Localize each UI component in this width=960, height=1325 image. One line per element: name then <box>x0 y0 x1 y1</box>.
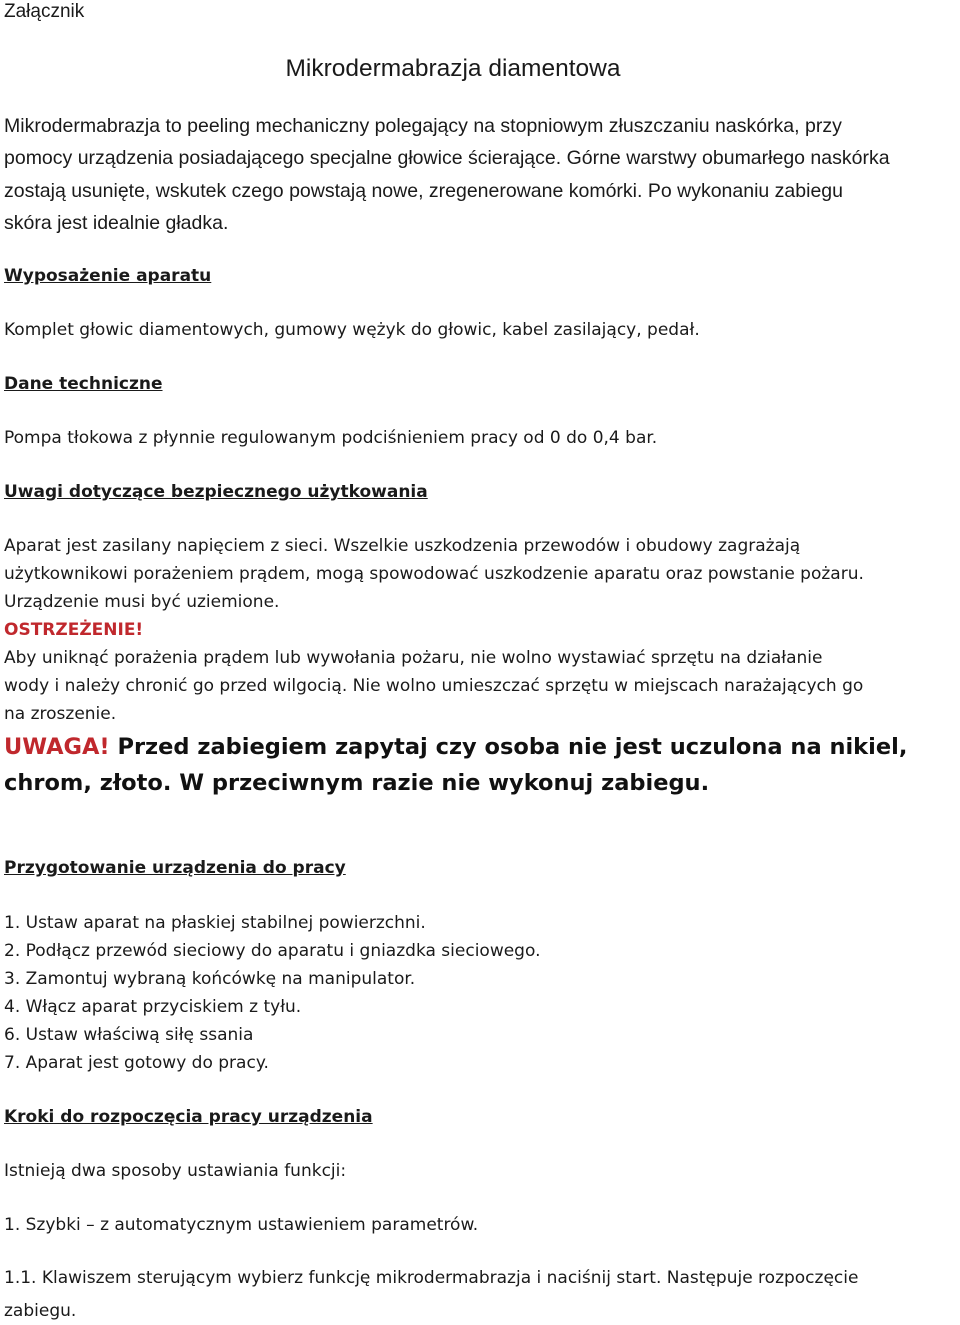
list-item: 3. Zamontuj wybraną końcówkę na manipulator. <box>4 969 416 989</box>
substep-line: zabiegu. <box>4 1301 77 1321</box>
section-heading-technical: Dane techniczne <box>4 374 163 394</box>
warning-line: na zroszenie. <box>4 704 117 724</box>
substep-line: 1.1. Klawiszem sterującym wybierz funkcję mikrodermabrazja i naciśnij start. Następuje rozpoczęcie <box>4 1268 859 1288</box>
list-item: 4. Włącz aparat przyciskiem z tyłu. <box>4 997 302 1017</box>
caution-text: Przed zabiegiem zapytaj czy osoba nie jest uczulona na nikiel, <box>109 734 908 760</box>
section-heading-equipment: Wyposażenie aparatu <box>4 266 212 286</box>
list-item: 6. Ustaw właściwą siłę ssania <box>4 1025 254 1045</box>
section-heading-safety: Uwagi dotyczące bezpiecznego użytkowania <box>4 482 428 502</box>
intro-line: Mikrodermabrazja to peeling mechaniczny polegający na stopniowym złuszczaniu naskórka, przy <box>4 115 842 137</box>
attachment-label: Załącznik <box>4 1 85 22</box>
intro-line: skóra jest idealnie gładka. <box>4 212 229 234</box>
list-item: 1. Ustaw aparat na płaskiej stabilnej powierzchni. <box>4 913 426 933</box>
start-intro: Istnieją dwa sposoby ustawiania funkcji: <box>4 1161 347 1181</box>
start-option-1: 1. Szybki – z automatycznym ustawieniem parametrów. <box>4 1215 479 1235</box>
page-title: Mikrodermabrazja diamentowa <box>285 55 621 82</box>
safety-line: Urządzenie musi być uziemione. <box>4 592 280 612</box>
section-heading-start: Kroki do rozpoczęcia pracy urządzenia <box>4 1107 373 1127</box>
warning-line: Aby uniknąć porażenia prądem lub wywołania pożaru, nie wolno wystawiać sprzętu na działanie <box>4 648 823 668</box>
intro-line: pomocy urządzenia posiadającego specjalne głowice ścierające. Górne warstwy obumarłego naskórka <box>4 147 890 169</box>
technical-text: Pompa tłokowa z płynnie regulowanym podciśnieniem pracy od 0 do 0,4 bar. <box>4 428 658 448</box>
list-item: 2. Podłącz przewód sieciowy do aparatu i gniazdka sieciowego. <box>4 941 541 961</box>
section-heading-preparation: Przygotowanie urządzenia do pracy <box>4 858 346 878</box>
safety-line: Aparat jest zasilany napięciem z sieci. Wszelkie uszkodzenia przewodów i obudowy zagrażają <box>4 536 801 556</box>
warning-line: wody i należy chronić go przed wilgocią. Nie wolno umieszczać sprzętu w miejscach narażających go <box>4 676 864 696</box>
caution-notice-line: chrom, złoto. W przeciwnym razie nie wykonuj zabiegu. <box>4 770 710 796</box>
caution-notice-line <box>4 736 907 759</box>
intro-line: zostają usunięte, wskutek czego powstają nowe, zregenerowane komórki. Po wykonaniu zabiegu <box>4 180 843 202</box>
list-item: 7. Aparat jest gotowy do pracy. <box>4 1053 269 1073</box>
caution-label: UWAGA! <box>4 734 110 760</box>
warning-label: OSTRZEŻENIE! <box>4 620 144 640</box>
equipment-text: Komplet głowic diamentowych, gumowy wężyk do głowic, kabel zasilający, pedał. <box>4 320 700 340</box>
safety-line: użytkownikowi porażeniem prądem, mogą spowodować uszkodzenie aparatu oraz powstanie pożaru. <box>4 564 864 584</box>
